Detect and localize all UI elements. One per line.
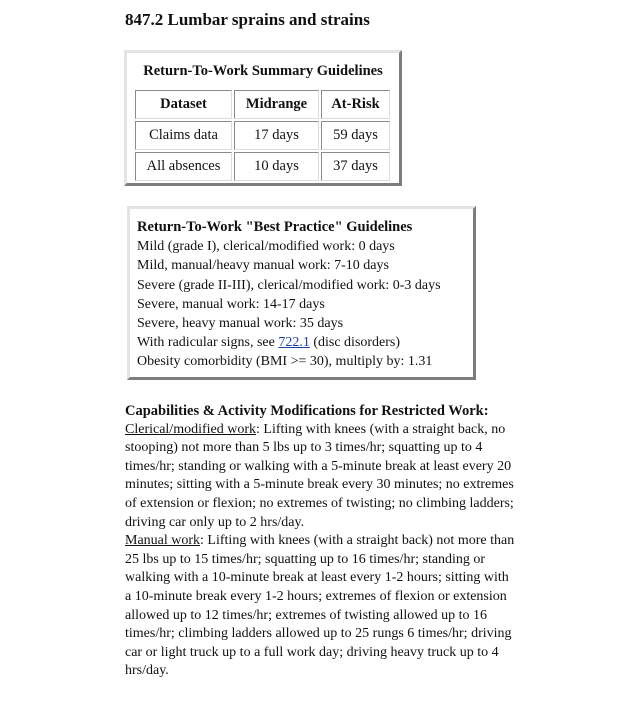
capabilities-section bbox=[125, 402, 515, 681]
column-header-dataset: Dataset bbox=[135, 90, 232, 119]
manual-paragraph bbox=[125, 532, 515, 681]
table-cell-dataset: All absences bbox=[135, 152, 232, 181]
capabilities-heading: Capabilities & Activity Modifications for Restricted Work: bbox=[125, 403, 489, 419]
radicular-suffix: (disc disorders) bbox=[309, 335, 401, 351]
disc-disorders-link[interactable]: 722.1 bbox=[278, 335, 310, 351]
best-practice-box bbox=[127, 206, 476, 380]
radicular-prefix: With radicular signs, see bbox=[137, 335, 279, 351]
summary-guidelines-title: Return-To-Work Summary Guidelines bbox=[143, 63, 383, 79]
summary-guidelines-box bbox=[124, 50, 402, 186]
page-title: 847.2 Lumbar sprains and strains bbox=[125, 10, 370, 29]
guideline-line: Severe, manual work: 14-17 days bbox=[137, 296, 325, 312]
table-row bbox=[135, 121, 390, 150]
clerical-paragraph bbox=[125, 421, 515, 533]
radicular-signs-line bbox=[137, 333, 469, 352]
obesity-line: Obesity comorbidity (BMI >= 30), multiply by: 1.31 bbox=[137, 354, 433, 370]
guideline-line: Mild, manual/heavy manual work: 7-10 days bbox=[137, 258, 389, 274]
column-header-midrange: Midrange bbox=[234, 90, 319, 119]
manual-text: : Lifting with knees (with a straight back) not more than 25 lbs up to 15 times/hr; squatting up to 16 times/hr; standing or walking with a 10-minute break at least every 1-2 hours; sitting with a 10-minute break every 1-2 hours; extremes of flexion or extension allowed up to 12 times/hr; extremes of twisting allowed up to 16 times/hr; climbing ladders allowed up to 25 rungs 6 times/hr; driving car or light truck up to a full work day; driving heavy truck up to 4 hrs/day. bbox=[125, 533, 515, 679]
table-cell-midrange: 10 days bbox=[234, 152, 319, 181]
clerical-text: : Lifting with knees (with a straight back, no stooping) not more than 5 lbs up to 3 times/hr; squatting up to 4 times/hr; standing or walking with a 5-minute break at least every 20 minutes; sitting with a 5-minute break every 30 minutes; no extremes of extension or flexion; no extremes of twisting; no climbing ladders; driving car only up to 2 hrs/day. bbox=[125, 421, 514, 530]
table-header-row bbox=[135, 90, 390, 119]
best-practice-title: Return-To-Work "Best Practice" Guidelines bbox=[137, 219, 413, 235]
guideline-line: Mild (grade I), clerical/modified work: 0 days bbox=[137, 239, 395, 255]
summary-guidelines-table bbox=[133, 88, 392, 183]
table-cell-at-risk: 59 days bbox=[321, 121, 390, 150]
table-row bbox=[135, 152, 390, 181]
manual-label: Manual work bbox=[125, 533, 201, 549]
guideline-line: Severe (grade II-III), clerical/modified work: 0-3 days bbox=[137, 277, 441, 293]
column-header-at-risk: At-Risk bbox=[321, 90, 390, 119]
clerical-label: Clerical/modified work bbox=[125, 421, 257, 437]
table-cell-midrange: 17 days bbox=[234, 121, 319, 150]
table-cell-dataset: Claims data bbox=[135, 121, 232, 150]
table-cell-at-risk: 37 days bbox=[321, 152, 390, 181]
guideline-line: Severe, heavy manual work: 35 days bbox=[137, 316, 344, 332]
